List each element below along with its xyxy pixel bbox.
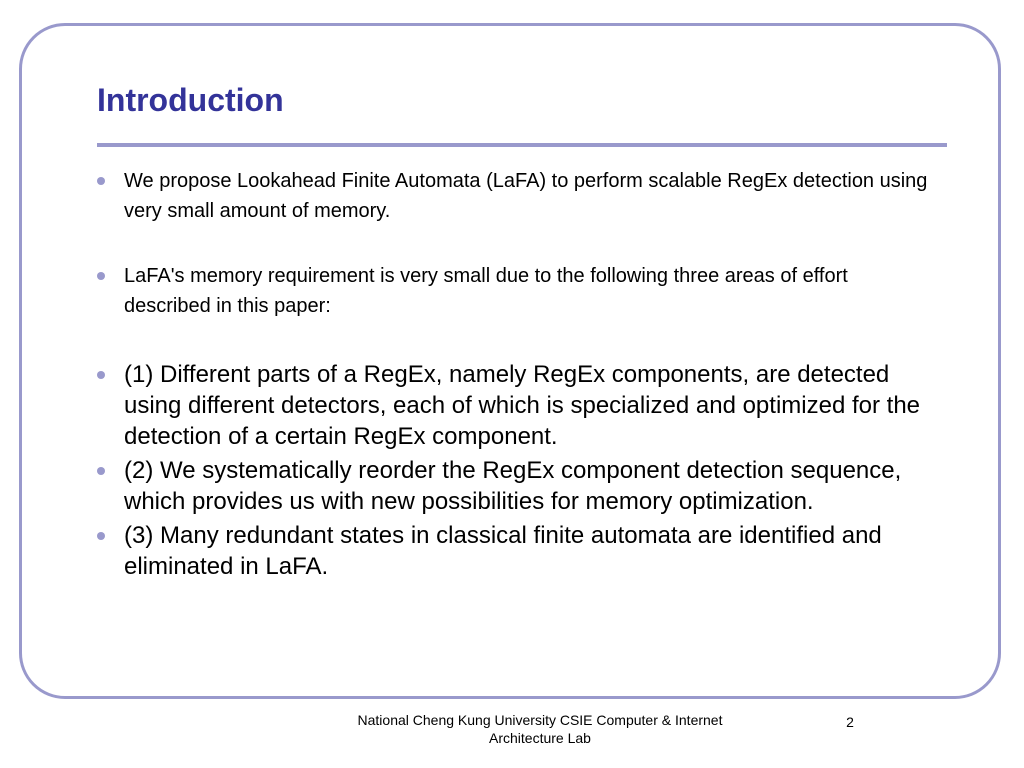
bullet-text: We propose Lookahead Finite Automata (LaFA) to perform scalable RegEx detection using very small amount of memory.	[124, 170, 928, 222]
bullet-item-3	[97, 359, 937, 452]
bullet-item-5	[97, 520, 937, 582]
bullet-dot-icon	[97, 532, 105, 540]
bullet-item-2	[97, 261, 937, 321]
bullet-list	[97, 166, 937, 582]
slide-title: Introduction	[97, 82, 284, 118]
bullet-dot-icon	[97, 177, 105, 185]
bullet-dot-icon	[97, 371, 105, 379]
bullet-item-1	[97, 166, 937, 226]
bullet-text: (2) We systematically reorder the RegEx component detection sequence, which provides us with new possibilities for memory optimization.	[124, 457, 902, 515]
title-underline	[97, 143, 947, 147]
bullet-dot-icon	[97, 272, 105, 280]
bullet-dot-icon	[97, 467, 105, 475]
footer-institution: National Cheng Kung University CSIE Computer & Internet Architecture Lab	[357, 712, 723, 746]
bullet-text: (1) Different parts of a RegEx, namely RegEx components, are detected using different detectors, each of which is specialized and optimized for the detection of a certain RegEx component.	[124, 361, 921, 450]
bullet-text: (3) Many redundant states in classical finite automata are identified and eliminated in LaFA.	[124, 522, 882, 580]
bullet-item-4	[97, 455, 937, 517]
bullet-text: LaFA's memory requirement is very small due to the following three areas of effort described in this paper:	[124, 265, 848, 317]
page-number: 2	[846, 714, 854, 730]
